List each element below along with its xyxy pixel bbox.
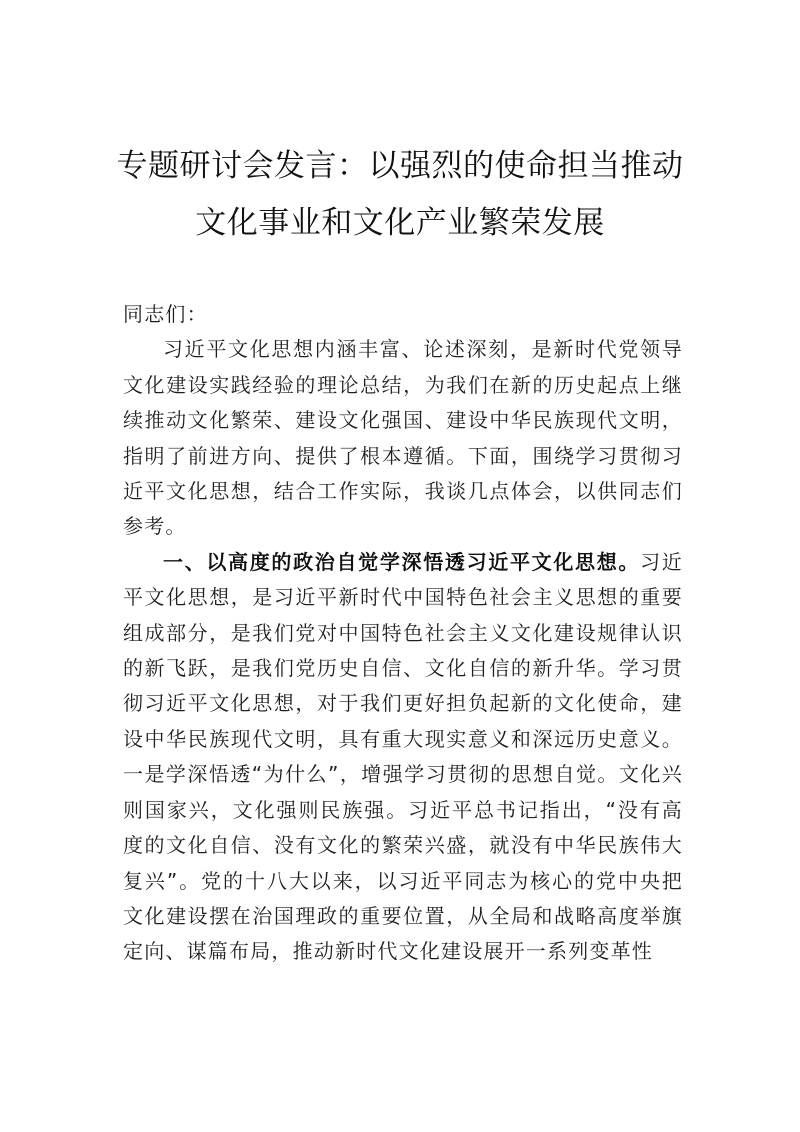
document-title: 专题研讨会发言：以强烈的使命担当推动文化事业和文化产业繁荣发展 [116,148,684,241]
paragraph-intro [123,332,683,544]
paragraph-section-1 [123,545,683,970]
section-heading: 一、以高度的政治自觉学深悟透习近平文化思想。 [163,549,641,574]
paragraph-text: 习近平文化思想内涵丰富、论述深刻，是新时代党领导文化建设实践经验的理论总结，为我们在新的历史起点上继续推动文化繁荣、建设文化强国、建设中华民族现代文明，指明了前进方向、提供了根本遵循。下面，围绕学习贯彻习近平文化思想，结合工作实际，我谈几点体会，以供同志们参考。 [123,337,683,539]
salutation: 同志们： [123,302,208,326]
paragraph-text: 习近平文化思想，是习近平新时代中国特色社会主义思想的重要组成部分，是我们党对中国特色社会主义文化建设规律认识的新飞跃，是我们党历史自信、文化自信的新升华。学习贯彻习近平文化思想，对于我们更好担负起新的文化使命，建设中华民族现代文明，具有重大现实意义和深远历史意义。一是学深悟透“为什么”，增强学习贯彻的思想自觉。文化兴则国家兴，文化强则民族强。习近平总书记指出，“没有高度的文化自信、没有文化的繁荣兴盛，就没有中华民族伟大复兴”。党的十八大以来，以习近平同志为核心的党中央把文化建设摆在治国理政的重要位置，从全局和战略高度举旗定向、谋篇布局，推动新时代文化建设展开一系列变革性 [123,549,683,964]
document-body [123,297,683,970]
